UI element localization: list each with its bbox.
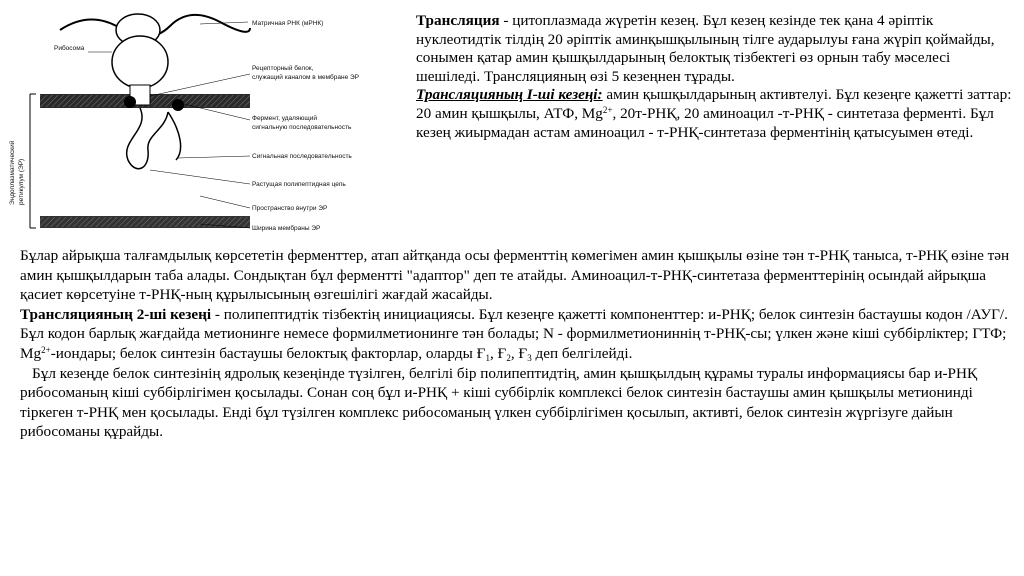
label-signal: Сигнальная последовательность: [252, 153, 352, 160]
body-paragraph-1: Бұлар айрықша талғамдылық көрсететін ферменттер, атап айтқанда осы ферменттің көмегімен амин қышқылы өзіне тән т-РНҚ таныса, т-РНҚ өзіне тән амин қышқылдарын таба алады. Сондықтан бұл ферментті "адаптор" деп те атайды. Аминоацил-т-РНҚ-синтетаза ферменттерінің осындай айрықша қасиет көрсетуіне т-РНҚ-ның құрылысының өзгешілігі жағдай жасайды.: [20, 247, 1010, 304]
stage-2-end: деп белгілейді.: [531, 344, 633, 362]
factor-sub-1: 1: [485, 352, 490, 363]
mg-charge-2: 2+: [41, 344, 51, 355]
stage-1-title: Трансляцияның І-ші кезеңі:: [416, 86, 603, 104]
stage-2-title: Трансляцияның 2-ші кезеңі: [20, 305, 212, 323]
stage-1-text-b: , 20т-РНҚ, 20 аминоацил -т-РНҚ - синтетаза ферменті. Бұл кезең жиырмадан астам аминоацил - т-РНҚ-синтетаза ферментінің қатысуымен өтеді.: [416, 104, 994, 141]
label-receptor-2: служащий каналом в мембране ЭР: [252, 74, 360, 81]
label-er-1: Эндоплазматический: [9, 140, 16, 205]
stage-2-text-a: - полипептидтік тізбектің инициациясы. Бұл кезеңге қажетті компоненттер: и-РНҚ; белок синтезін бастаушы кодон /АУГ/. Бұл кодон барлық жағдайда метионинге немесе формилметионинге тән болады; N - формилметиониннің т-РНҚ-сы; үлкен және кіші суббірліктер; ГТФ; Mg: [20, 305, 1008, 362]
diagram-svg: [0, 0, 410, 240]
factor-sub-2: 2: [506, 352, 511, 363]
factor-sep-1: , Ғ: [489, 344, 507, 362]
translation-title: Трансляция: [416, 12, 500, 29]
factor-sub-3: 3: [527, 352, 532, 363]
label-ribosome: Рибосома: [54, 45, 85, 52]
receptor-protein: [124, 96, 136, 108]
label-chain: Растущая полипептидная цепь: [252, 181, 346, 188]
label-er-2: ретикулум (ЭР): [18, 158, 25, 205]
label-enzyme-1: Фермент, удаляющий: [252, 115, 317, 122]
mg-charge: 2+: [602, 104, 613, 115]
label-receptor-1: Рецепторный белок,: [252, 65, 314, 72]
polypeptide-chain: [127, 108, 168, 169]
stage-2-text-b: -иондары; белок синтезін бастаушы белоктық факторлар, оларды Ғ: [50, 344, 486, 362]
right-text-block: [416, 12, 1014, 142]
stage-1-text-a: амин қышқылдарының активтелуі. Бұл кезеңге қажетті заттар: 20 амин қышқылы, АТФ, Mg: [416, 86, 1012, 122]
translation-intro: [416, 12, 1014, 86]
label-width: Ширина мембраны ЭР: [252, 225, 321, 232]
label-lumen: Пространство внутри ЭР: [252, 205, 328, 212]
signal-sequence: [168, 112, 181, 160]
label-mrna: Матричная РНК (мРНК): [252, 20, 324, 27]
stage-1: [416, 86, 1014, 142]
ribosome-large-subunit: [112, 36, 168, 88]
body-paragraph-3: Бұл кезеңде белок синтезінің ядролық кезеңінде түзілген, белгілі бір полипептидтің, амин қышқылдың құрамы туралы информациясы бар и-РНҚ рибосоманың кіші суббірлігімен қосылады. Сонан соң бұл и-РНҚ + кіші суббірлік комплексі белок синтезін бастаушы амин қышқылы метионинді тіркеген т-РНҚ мен қосылады. Енді бұл түзілген комплекс рибосоманың үлкен суббірлігімен қосылып, активті, белок синтезін жүргізуге дайын рибосоманы құрайды.: [20, 364, 978, 441]
factor-sep-2: , Ғ: [510, 344, 528, 362]
signal-peptidase: [172, 99, 184, 111]
body-text-block: [20, 246, 1014, 442]
translation-intro-text: - цитоплазмада жүретін кезең. Бұл кезең кезінде тек қана 4 әріптік нуклеотидтік тілдің 20 әріптік аминқышқылының тілге аударылуы ғана жүріп қоймайды, сонымен қатар амин қышқылдарының белоктық тізбектегі өз орнын табу мәселесі шешіледі. Трансляцияның өзі 5 кезеңнен тұрады.: [416, 12, 995, 85]
ribosome-er-diagram: [0, 0, 410, 240]
label-enzyme-2: сигнальную последовательность: [252, 124, 352, 131]
stage-2: [20, 305, 1014, 364]
